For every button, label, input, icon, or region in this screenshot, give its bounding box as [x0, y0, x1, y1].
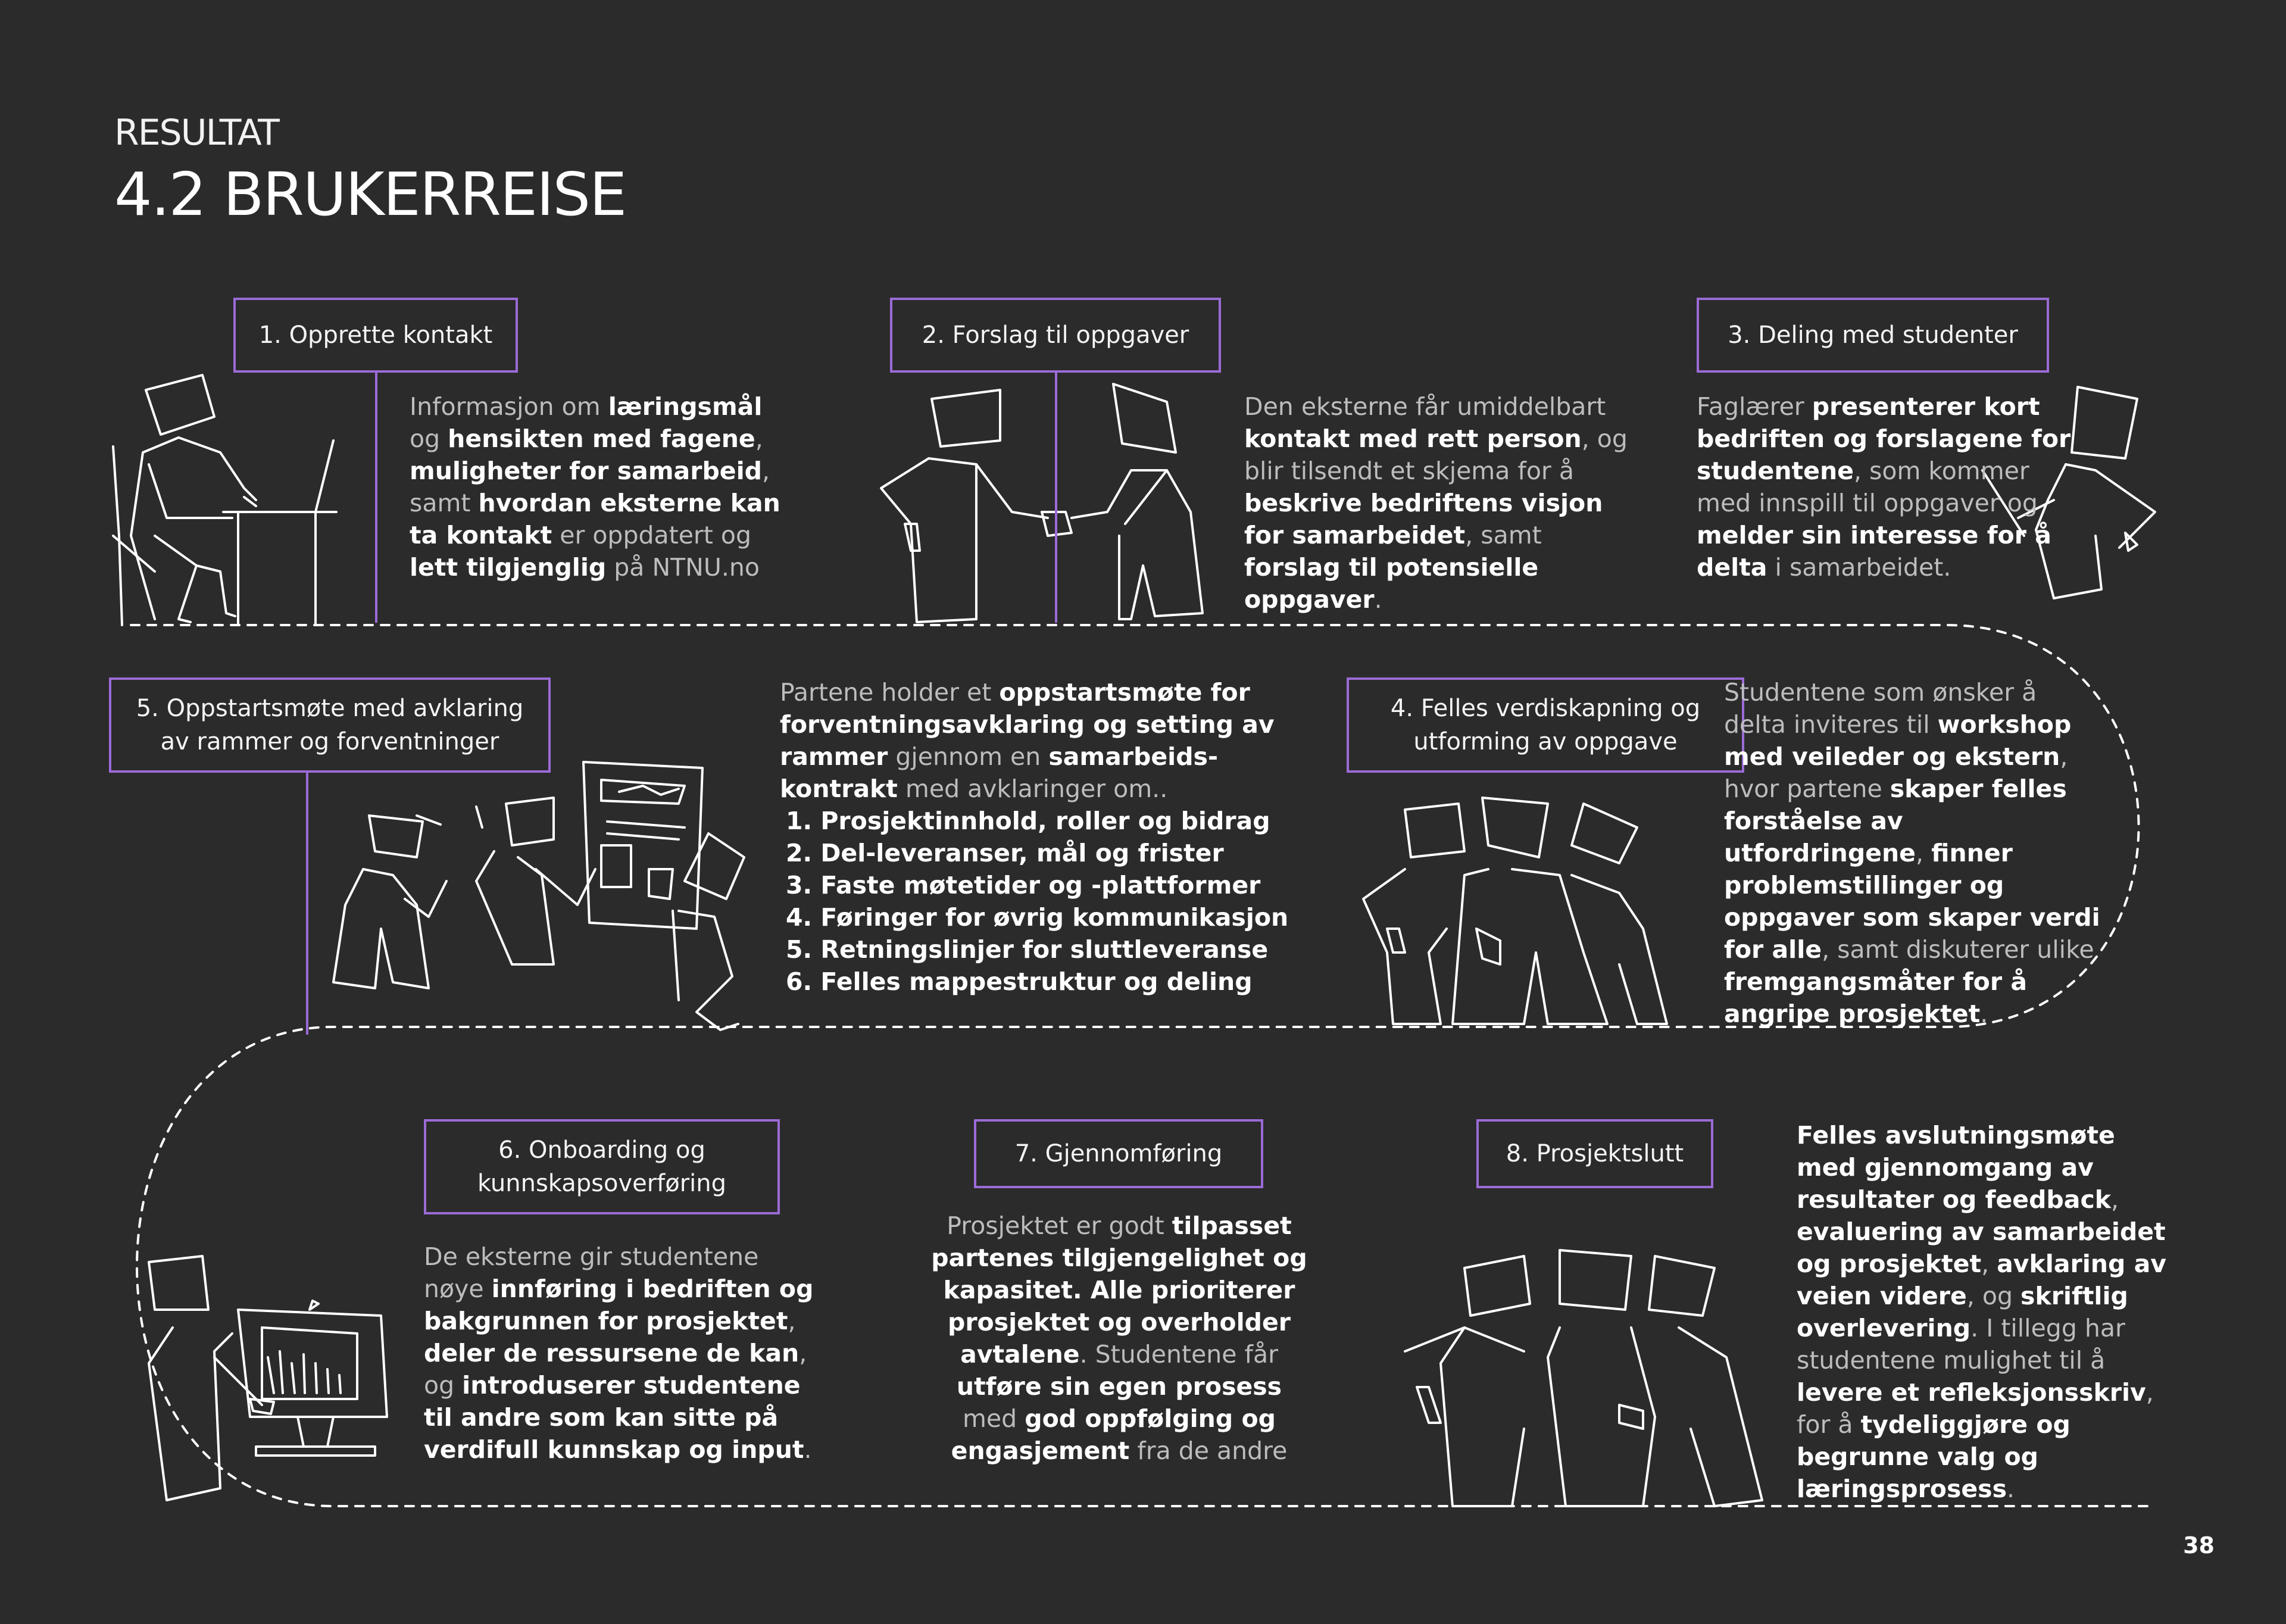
page-title: 4.2 BRUKERREISE [114, 160, 626, 229]
step-2-box: 2. Forslag til oppgaver [890, 298, 1221, 373]
step-8-box: 8. Prosjektslutt [1476, 1119, 1713, 1188]
monitor-onboarding-icon [149, 1256, 387, 1500]
group-celebration-icon [1405, 1250, 1762, 1506]
step-5-agenda-list [786, 805, 1322, 998]
section-kicker: RESULTAT [114, 112, 279, 154]
step-2-connector [1055, 373, 1057, 623]
step-4-box: 4. Felles verdiskapning og utforming av oppgave [1347, 677, 1744, 773]
step-1-box: 1. Opprette kontakt [233, 298, 518, 373]
step-1-text: Informasjon om læringsmål og hensikten med fagene, muligheter for samarbeid, samt hvordan eksterne kan ta kontakt er oppdatert og lett tilgjenglig på NTNU.no [410, 392, 780, 582]
agenda-item: 1. Prosjektinnhold, roller og bidrag [786, 807, 1270, 835]
agenda-item: 3. Faste møtetider og -plattformer [786, 871, 1261, 900]
step-2-text: Den eksterne får umiddelbart kontakt med rett person, og blir tilsendt et skjema for å beskrive bedriftens visjon for samarbeidet, samt forslag til potensielle oppgaver. [1244, 392, 1628, 614]
meeting-document-icon [333, 762, 744, 1030]
step-3-text: Faglærer presenterer kort bedriften og forslagene for studentene, som kommer med innspill til oppgaver og melder sin interesse for å delta i samarbeidet. [1697, 392, 2071, 582]
step-1-connector [375, 373, 377, 623]
step-5-connector [306, 773, 308, 1035]
agenda-item: 5. Retningslinjer for sluttleveranse [786, 935, 1269, 964]
agenda-item: 2. Del-leveranser, mål og frister [786, 839, 1224, 867]
agenda-item: 4. Føringer for øvrig kommunikasjon [786, 903, 1289, 932]
step-7-text: Prosjektet er godt tilpasset partenes tilgjengelighet og kapasitet. Alle prioriterer prosjektet og overholder avtalene. Studentene får utføre sin egen prosess med god oppfølging og engasjement fra de andre [931, 1211, 1307, 1465]
step-7-box: 7. Gjennomføring [974, 1119, 1263, 1188]
group-workshop-icon [1363, 798, 1667, 1024]
page-number: 38 [2183, 1532, 2215, 1559]
step-4-text: Studentene som ønsker å delta inviteres til workshop med veileder og ekstern, hvor partene skaper felles forståelse av utfordringene, finner problemstillinger og oppgaver som skaper verdi for alle, samt diskuterer ulike fremgangsmåter for å angripe prosjektet. [1724, 678, 2100, 1028]
handshake-icon [881, 384, 1203, 622]
step-6-box: 6. Onboarding og kunnskapsoverføring [424, 1119, 780, 1214]
step-8-text: Felles avslutningsmøte med gjennomgang av resultater og feedback, evaluering av samarbeidet og prosjektet, avklaring av veien videre, og skriftlig overlevering. I tillegg har studentene mulighet til å levere et refleksjonsskriv, for å tydeliggjøre og begrunne valg og læringsprosess. [1797, 1121, 2166, 1503]
step-5-text: Partene holder et oppstartsmøte for forventningsavklaring og setting av rammer gjennom en samarbeids-kontrakt med avklaringer om.. [780, 678, 1275, 803]
person-at-laptop-icon [113, 375, 336, 625]
step-6-text: De eksterne gir studentene nøye innføring i bedriften og bakgrunnen for prosjektet, deler de ressursene de kan, og introduserer studentene til andre som kan sitte på verdifull kunnskap og input. [424, 1242, 814, 1464]
agenda-item: 6. Felles mappestruktur og deling [786, 967, 1253, 996]
step-3-box: 3. Deling med studenter [1697, 298, 2049, 373]
step-5-box: 5. Oppstartsmøte med avklaring av rammer og forventninger [109, 677, 551, 773]
